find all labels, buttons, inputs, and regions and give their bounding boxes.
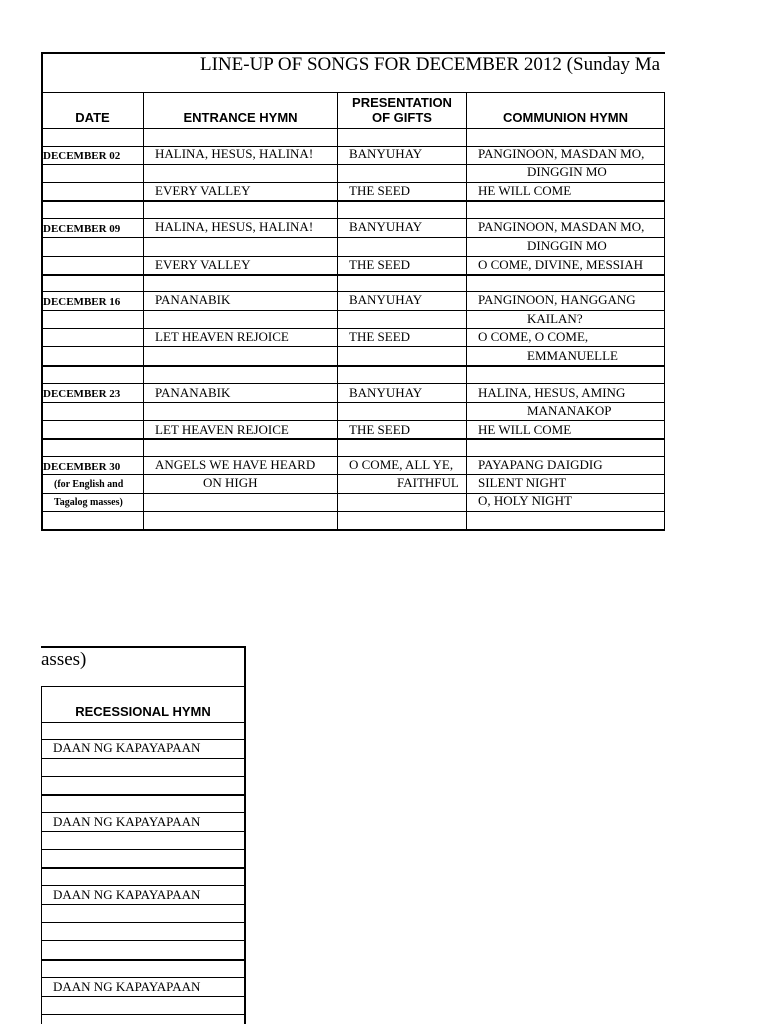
communion-cell: SILENT NIGHT [478, 475, 567, 490]
col-divider-3 [466, 92, 467, 530]
communion-cell: PAYAPANG DAIGDIG [478, 457, 603, 472]
communion-cell: MANANAKOP [527, 403, 612, 418]
date-cell: DECEMBER 16 [43, 296, 121, 308]
entrance-cell: EVERY VALLEY [155, 257, 251, 272]
header-communion-hymn: COMMUNION HYMN [503, 110, 628, 125]
col-divider-2 [337, 92, 338, 530]
gifts-cell: BANYUHAY [349, 146, 423, 161]
entrance-cell: PANANABIK [155, 385, 231, 400]
communion-cell: O COME, O COME, [478, 329, 589, 344]
gifts-cell: THE SEED [349, 183, 411, 198]
gifts-cell: THE SEED [349, 422, 411, 437]
header-presentation-line2: OF GIFTS [372, 110, 432, 125]
communion-cell: KAILAN? [527, 311, 583, 326]
entrance-cell: ON HIGH [203, 475, 258, 490]
entrance-cell: HALINA, HESUS, HALINA! [155, 146, 314, 161]
gifts-cell: THE SEED [349, 257, 411, 272]
entrance-cell: LET HEAVEN REJOICE [155, 329, 289, 344]
entrance-cell: PANANABIK [155, 292, 231, 307]
header-divider [41, 128, 665, 129]
recessional-cell: DAAN NG KAPAYAPAAN [53, 740, 201, 755]
communion-cell: HALINA, HESUS, AMING [478, 385, 626, 400]
header-recessional-hymn: RECESSIONAL HYMN [75, 704, 211, 719]
table2-right-border [244, 646, 246, 1024]
title-continuation: asses) [41, 649, 87, 670]
gifts-cell: BANYUHAY [349, 292, 423, 307]
communion-cell: O COME, DIVINE, MESSIAH [478, 257, 644, 272]
communion-cell: PANGINOON, MASDAN MO, [478, 219, 645, 234]
recessional-cell: DAAN NG KAPAYAPAAN [53, 887, 201, 902]
date-cell: DECEMBER 23 [43, 388, 121, 400]
date-cell: DECEMBER 09 [43, 223, 121, 235]
table2-top-border [41, 646, 245, 648]
gifts-cell: BANYUHAY [349, 219, 423, 234]
communion-cell: EMMANUELLE [527, 348, 618, 363]
table2-left-border [41, 686, 42, 1024]
entrance-cell: HALINA, HESUS, HALINA! [155, 219, 314, 234]
col-divider-1 [143, 92, 144, 530]
date-cell: DECEMBER 30 [43, 461, 121, 473]
header-presentation-line1: PRESENTATION [352, 95, 452, 110]
communion-cell: PANGINOON, MASDAN MO, [478, 146, 645, 161]
communion-cell: O, HOLY NIGHT [478, 493, 572, 508]
gifts-cell: O COME, ALL YE, [349, 457, 454, 472]
title-divider [41, 92, 665, 93]
header-date: DATE [75, 110, 110, 125]
entrance-cell: EVERY VALLEY [155, 183, 251, 198]
page-title: LINE-UP OF SONGS FOR DECEMBER 2012 (Sunday Ma [200, 54, 661, 75]
header-entrance-hymn: ENTRANCE HYMN [183, 110, 298, 125]
communion-cell: HE WILL COME [478, 422, 572, 437]
table-bottom-border [41, 529, 665, 531]
gifts-cell: THE SEED [349, 329, 411, 344]
date-cell: DECEMBER 02 [43, 150, 121, 162]
communion-cell: DINGGIN MO [527, 164, 607, 179]
mass-note: (for English and [54, 479, 124, 490]
mass-note: Tagalog masses) [54, 497, 123, 508]
gifts-cell: BANYUHAY [349, 385, 423, 400]
col-divider-4 [664, 92, 665, 530]
communion-cell: HE WILL COME [478, 183, 572, 198]
communion-cell: DINGGIN MO [527, 238, 607, 253]
communion-cell: PANGINOON, HANGGANG [478, 292, 636, 307]
entrance-cell: ANGELS WE HAVE HEARD [155, 457, 316, 472]
entrance-cell: LET HEAVEN REJOICE [155, 422, 289, 437]
gifts-cell: FAITHFUL [397, 475, 459, 490]
recessional-cell: DAAN NG KAPAYAPAAN [53, 979, 201, 994]
recessional-cell: DAAN NG KAPAYAPAAN [53, 814, 201, 829]
